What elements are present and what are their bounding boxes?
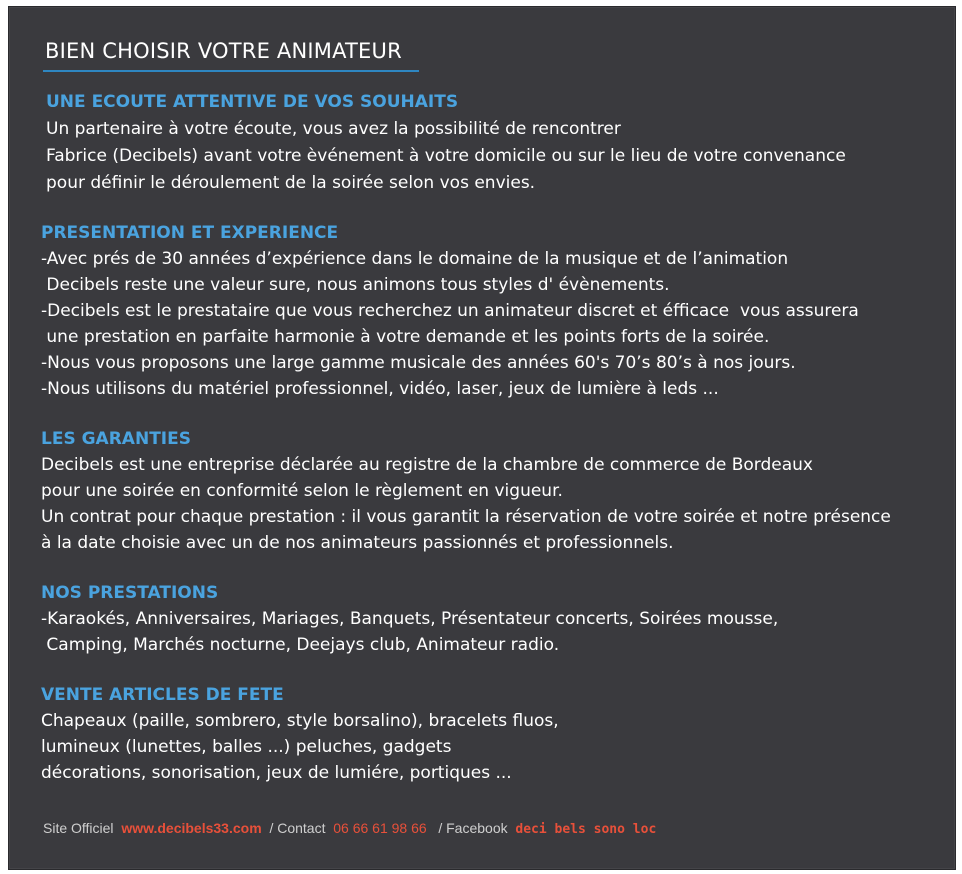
section-line: Decibels reste une valeur sure, nous animons tous styles d' évènements. bbox=[41, 275, 670, 295]
contact-footer bbox=[43, 820, 656, 837]
title-underline bbox=[43, 70, 419, 72]
section-line: Decibels est une entreprise déclarée au registre de la chambre de commerce de Bordeaux bbox=[41, 455, 813, 475]
section-heading: NOS PRESTATIONS bbox=[41, 583, 219, 603]
section-line: pour une soirée en conformité selon le règlement en vigueur. bbox=[41, 481, 563, 501]
site-url-link[interactable]: www.decibels33.com bbox=[121, 820, 262, 836]
section-line: Un partenaire à votre écoute, vous avez la possibilité de rencontrer bbox=[46, 119, 621, 139]
section-line: -Decibels est le prestataire que vous recherchez un animateur discret et éfficace vous assurera bbox=[41, 301, 859, 321]
section-line: Chapeaux (paille, sombrero, style borsalino), bracelets fluos, bbox=[41, 711, 559, 731]
section-heading: PRESENTATION ET EXPERIENCE bbox=[41, 223, 339, 243]
site-label: Site Officiel bbox=[43, 820, 114, 836]
phone-number[interactable]: 06 66 61 98 66 bbox=[333, 820, 427, 836]
info-panel bbox=[8, 6, 956, 870]
page-title: BIEN CHOISIR VOTRE ANIMATEUR bbox=[45, 39, 402, 63]
section-heading: VENTE ARTICLES DE FETE bbox=[41, 685, 284, 705]
facebook-label: / Facebook bbox=[438, 820, 508, 836]
section-line: -Avec prés de 30 années d’expérience dans le domaine de la musique et de l’animation bbox=[41, 249, 789, 269]
section-line: -Nous vous proposons une large gamme musicale des années 60's 70’s 80’s à nos jours. bbox=[41, 353, 796, 373]
section-line: une prestation en parfaite harmonie à votre demande et les points forts de la soirée. bbox=[41, 327, 770, 347]
section-line: lumineux (lunettes, balles ...) peluches, gadgets bbox=[41, 737, 452, 757]
facebook-link[interactable]: deci bels sono loc bbox=[515, 822, 657, 837]
section-line: Fabrice (Decibels) avant votre èvénement à votre domicile ou sur le lieu de votre convenance bbox=[46, 146, 846, 166]
section-line: pour définir le déroulement de la soirée selon vos envies. bbox=[46, 173, 536, 193]
section-line: Un contrat pour chaque prestation : il vous garantit la réservation de votre soirée et notre présence bbox=[41, 507, 891, 527]
section-line: à la date choisie avec un de nos animateurs passionnés et professionnels. bbox=[41, 533, 674, 553]
section-heading: UNE ECOUTE ATTENTIVE DE VOS SOUHAITS bbox=[46, 92, 459, 112]
section-heading: LES GARANTIES bbox=[41, 429, 191, 449]
section-line: -Nous utilisons du matériel professionnel, vidéo, laser, jeux de lumière à leds ... bbox=[41, 379, 719, 399]
section-line: Camping, Marchés nocturne, Deejays club, Animateur radio. bbox=[41, 635, 560, 655]
contact-label: / Contact bbox=[269, 820, 326, 836]
section-line: décorations, sonorisation, jeux de lumiére, portiques ... bbox=[41, 763, 512, 783]
section-line: -Karaokés, Anniversaires, Mariages, Banquets, Présentateur concerts, Soirées mousse, bbox=[41, 609, 779, 629]
